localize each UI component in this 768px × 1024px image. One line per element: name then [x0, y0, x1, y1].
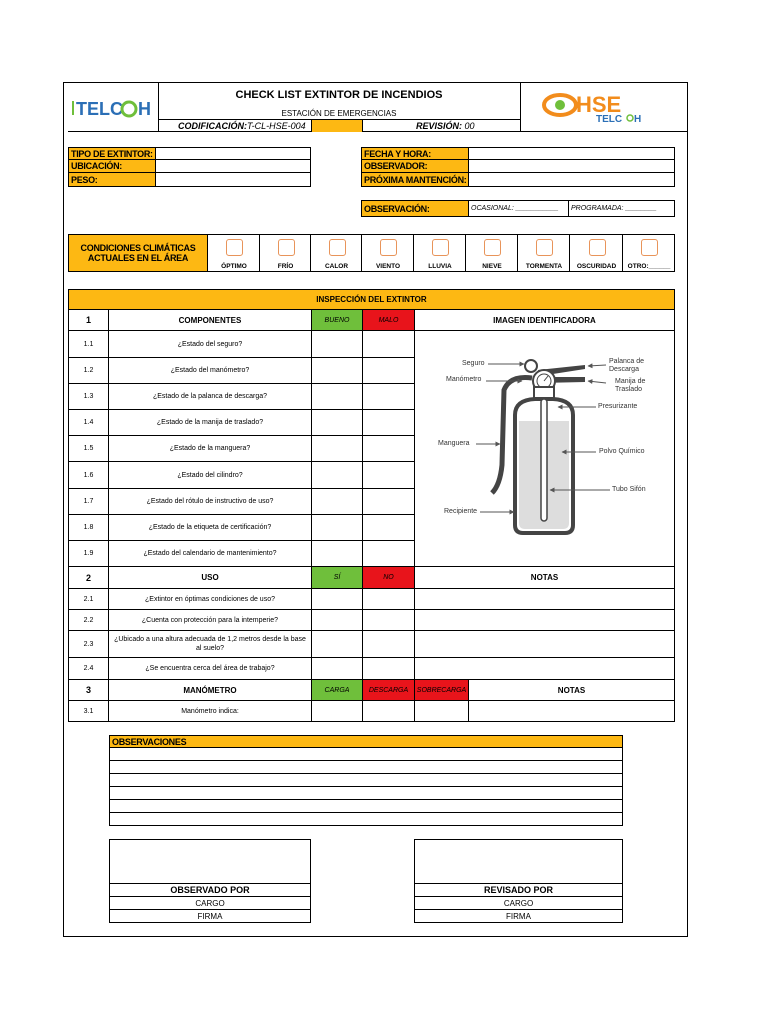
climate-option-label: OSCURIDAD [576, 263, 617, 270]
sec1-row-num: 1.5 [68, 436, 109, 462]
sec3-descarga: DESCARGA [363, 680, 414, 701]
observaciones-title: OBSERVACIONES [109, 735, 623, 748]
observado-cargo[interactable]: CARGO [109, 897, 311, 910]
diagram-manguera: Manguera [438, 440, 470, 447]
sec3-label: MANÓMETRO [109, 680, 311, 701]
sec1-row-num: 1.7 [68, 489, 109, 515]
bad-cell[interactable] [363, 489, 414, 515]
sec1-row-question: ¿Estado del calendario de mantenimiento? [109, 541, 311, 567]
climate-option-label: CALOR [324, 263, 349, 270]
climate-checkbox[interactable] [484, 239, 501, 256]
sec3-num: 3 [68, 680, 109, 701]
fecha-label: FECHA Y HORA: [361, 147, 469, 160]
sec3-row-question: Manómetro indica: [109, 701, 311, 722]
sec3-row-num: 3.1 [68, 701, 109, 722]
bad-cell[interactable] [363, 541, 414, 567]
proxima-label: PRÓXIMA MANTENCIÓN: [361, 173, 469, 187]
observation-line[interactable] [109, 813, 623, 826]
bad-cell[interactable] [363, 410, 414, 436]
ubicacion-field[interactable] [156, 160, 311, 173]
good-cell[interactable] [311, 410, 363, 436]
yes-cell[interactable] [311, 589, 363, 610]
bad-cell[interactable] [363, 331, 414, 358]
codification-highlight [311, 120, 363, 132]
sec2-no: NO [363, 567, 414, 589]
svg-text:H: H [634, 114, 642, 124]
sec2-num: 2 [68, 567, 109, 589]
sec1-row-question: ¿Estado del cilindro? [109, 462, 311, 489]
sec3-notes-cell[interactable] [469, 701, 675, 722]
diagram-palanca: Palanca de Descarga [609, 358, 645, 373]
sec1-row-num: 1.4 [68, 410, 109, 436]
telcoh-logo [72, 95, 156, 125]
sec1-row-question: ¿Estado de la manija de traslado? [109, 410, 311, 436]
carga-cell[interactable] [311, 701, 363, 722]
fecha-field[interactable] [469, 147, 675, 160]
sec1-image-label: IMAGEN IDENTIFICADORA [414, 310, 675, 331]
observation-line[interactable] [109, 774, 623, 787]
bad-cell[interactable] [363, 462, 414, 489]
svg-text:HSE: HSE [576, 92, 622, 117]
yes-cell[interactable] [311, 658, 363, 680]
diagram-presurizante: Presurizante [598, 403, 638, 410]
tipo-field[interactable] [156, 147, 311, 160]
bad-cell[interactable] [363, 358, 414, 384]
climate-checkbox[interactable] [226, 239, 243, 256]
sec1-label: COMPONENTES [109, 310, 311, 331]
diagram-tubo: Tubo Sifón [612, 486, 646, 493]
climate-label: CONDICIONES CLIMÁTICAS ACTUALES EN EL ÁREA [68, 234, 208, 272]
sec1-row-num: 1.3 [68, 384, 109, 410]
good-cell[interactable] [311, 358, 363, 384]
sec1-row-num: 1.2 [68, 358, 109, 384]
bad-cell[interactable] [363, 384, 414, 410]
good-cell[interactable] [311, 436, 363, 462]
good-cell[interactable] [311, 331, 363, 358]
sobrecarga-cell[interactable] [414, 701, 469, 722]
sec2-notes: NOTAS [414, 567, 675, 589]
revisado-cargo[interactable]: CARGO [414, 897, 623, 910]
ocasional-field[interactable]: OCASIONAL: ___________ [469, 200, 569, 217]
sec2-row-question: ¿Extintor en óptimas condiciones de uso? [109, 589, 311, 610]
good-cell[interactable] [311, 541, 363, 567]
sec1-row-num: 1.1 [68, 331, 109, 358]
svg-text:TELC: TELC [596, 114, 623, 124]
climate-checkbox[interactable] [641, 239, 658, 256]
sec1-row-question: ¿Estado de la palanca de descarga? [109, 384, 311, 410]
sec2-row-num: 2.2 [68, 610, 109, 631]
climate-option-label: LLUVIA [428, 263, 452, 270]
observation-line[interactable] [109, 761, 623, 774]
sec1-num: 1 [68, 310, 109, 331]
climate-checkbox[interactable] [589, 239, 606, 256]
climate-option-label: ÓPTIMO [221, 263, 247, 270]
climate-option-label: VIENTO [375, 263, 401, 270]
observation-line[interactable] [109, 748, 623, 761]
climate-checkbox[interactable] [432, 239, 449, 256]
no-cell[interactable] [363, 658, 414, 680]
observacion-label: OBSERVACIÓN: [361, 200, 469, 217]
sec3-sobrecarga: SOBRECARGA [414, 680, 469, 701]
sec2-row-question: ¿Cuenta con protección para la intemperie? [109, 610, 311, 631]
revisado-firma[interactable]: FIRMA [506, 912, 531, 921]
descarga-cell[interactable] [363, 701, 414, 722]
programada-field[interactable]: PROGRAMADA: ________ [569, 200, 675, 217]
observador-field[interactable] [469, 160, 675, 173]
codification: CODIFICACIÓN:T-CL-HSE-004 [178, 121, 306, 131]
observation-line[interactable] [109, 787, 623, 800]
sec2-notes-cell[interactable] [414, 631, 675, 658]
tipo-label: TIPO DE EXTINTOR: [68, 147, 156, 160]
climate-checkbox[interactable] [329, 239, 346, 256]
svg-text:H: H [138, 99, 151, 119]
climate-option-label: NIEVE [482, 263, 502, 270]
ubicacion-label: UBICACIÓN: [68, 160, 156, 173]
peso-label: PESO: [68, 173, 156, 187]
sec2-notes-cell[interactable] [414, 610, 675, 631]
sec2-row-question: ¿Se encuentra cerca del área de trabajo? [109, 658, 311, 680]
climate-checkbox[interactable] [380, 239, 397, 256]
revision: REVISIÓN: 00 [416, 121, 475, 131]
sec1-row-num: 1.6 [68, 462, 109, 489]
proxima-field[interactable] [469, 173, 675, 187]
sec1-row-question: ¿Estado de la etiqueta de certificación? [109, 515, 311, 541]
observado-firma[interactable]: FIRMA [197, 912, 223, 921]
diagram-recipiente: Recipiente [444, 508, 478, 515]
sec1-row-num: 1.8 [68, 515, 109, 541]
diagram-seguro: Seguro [462, 360, 485, 367]
diagram-manija: Manija de Traslado [615, 378, 646, 393]
observador-label: OBSERVADOR: [361, 160, 469, 173]
sec2-label: USO [109, 567, 311, 589]
peso-field[interactable] [156, 173, 311, 187]
sec3-carga: CARGA [311, 680, 363, 701]
diagram-polvo: Polvo Químico [599, 448, 645, 455]
hse-logo [540, 90, 650, 124]
inspection-title: INSPECCIÓN DEL EXTINTOR [68, 289, 675, 310]
sec2-row-question: ¿Ubicado a una altura adecuada de 1,2 metros desde la base al suelo? [109, 631, 311, 658]
sec1-row-question: ¿Estado del manómetro? [109, 358, 311, 384]
bad-cell[interactable] [363, 515, 414, 541]
sec2-row-num: 2.4 [68, 658, 109, 680]
climate-option-label: OTRO:______ [627, 263, 671, 270]
good-cell[interactable] [311, 384, 363, 410]
sec2-notes-cell[interactable] [414, 589, 675, 610]
diagram-manometro: Manómetro [446, 376, 482, 383]
observado-label: OBSERVADO POR [109, 883, 311, 897]
good-cell[interactable] [311, 462, 363, 489]
sec2-row-num: 2.3 [68, 631, 109, 658]
page-subtitle: ESTACIÓN DE EMERGENCIAS [281, 108, 397, 118]
no-cell[interactable] [363, 610, 414, 631]
bad-cell[interactable] [363, 436, 414, 462]
sec1-good: BUENO [311, 310, 363, 331]
yes-cell[interactable] [311, 631, 363, 658]
revisado-label: REVISADO POR [414, 883, 623, 897]
sec1-row-question: ¿Estado del seguro? [109, 331, 311, 358]
sec3-notes: NOTAS [469, 680, 675, 701]
page-title: CHECK LIST EXTINTOR DE INCENDIOS [235, 89, 443, 101]
climate-option-label: TORMENTA [525, 263, 563, 270]
good-cell[interactable] [311, 489, 363, 515]
observation-line[interactable] [109, 800, 623, 813]
climate-checkbox[interactable] [278, 239, 295, 256]
climate-option-label: FRÍO [277, 263, 294, 270]
climate-checkbox[interactable] [536, 239, 553, 256]
sec2-yes: SÍ [311, 567, 363, 589]
sec1-row-num: 1.9 [68, 541, 109, 567]
good-cell[interactable] [311, 515, 363, 541]
sec2-row-num: 2.1 [68, 589, 109, 610]
sec1-bad: MALO [363, 310, 414, 331]
no-cell[interactable] [363, 631, 414, 658]
yes-cell[interactable] [311, 610, 363, 631]
no-cell[interactable] [363, 589, 414, 610]
svg-text:TELC: TELC [76, 99, 123, 119]
sec2-notes-cell[interactable] [414, 658, 675, 680]
sec1-row-question: ¿Estado de la manguera? [109, 436, 311, 462]
sec1-row-question: ¿Estado del rótulo de instructivo de uso? [109, 489, 311, 515]
